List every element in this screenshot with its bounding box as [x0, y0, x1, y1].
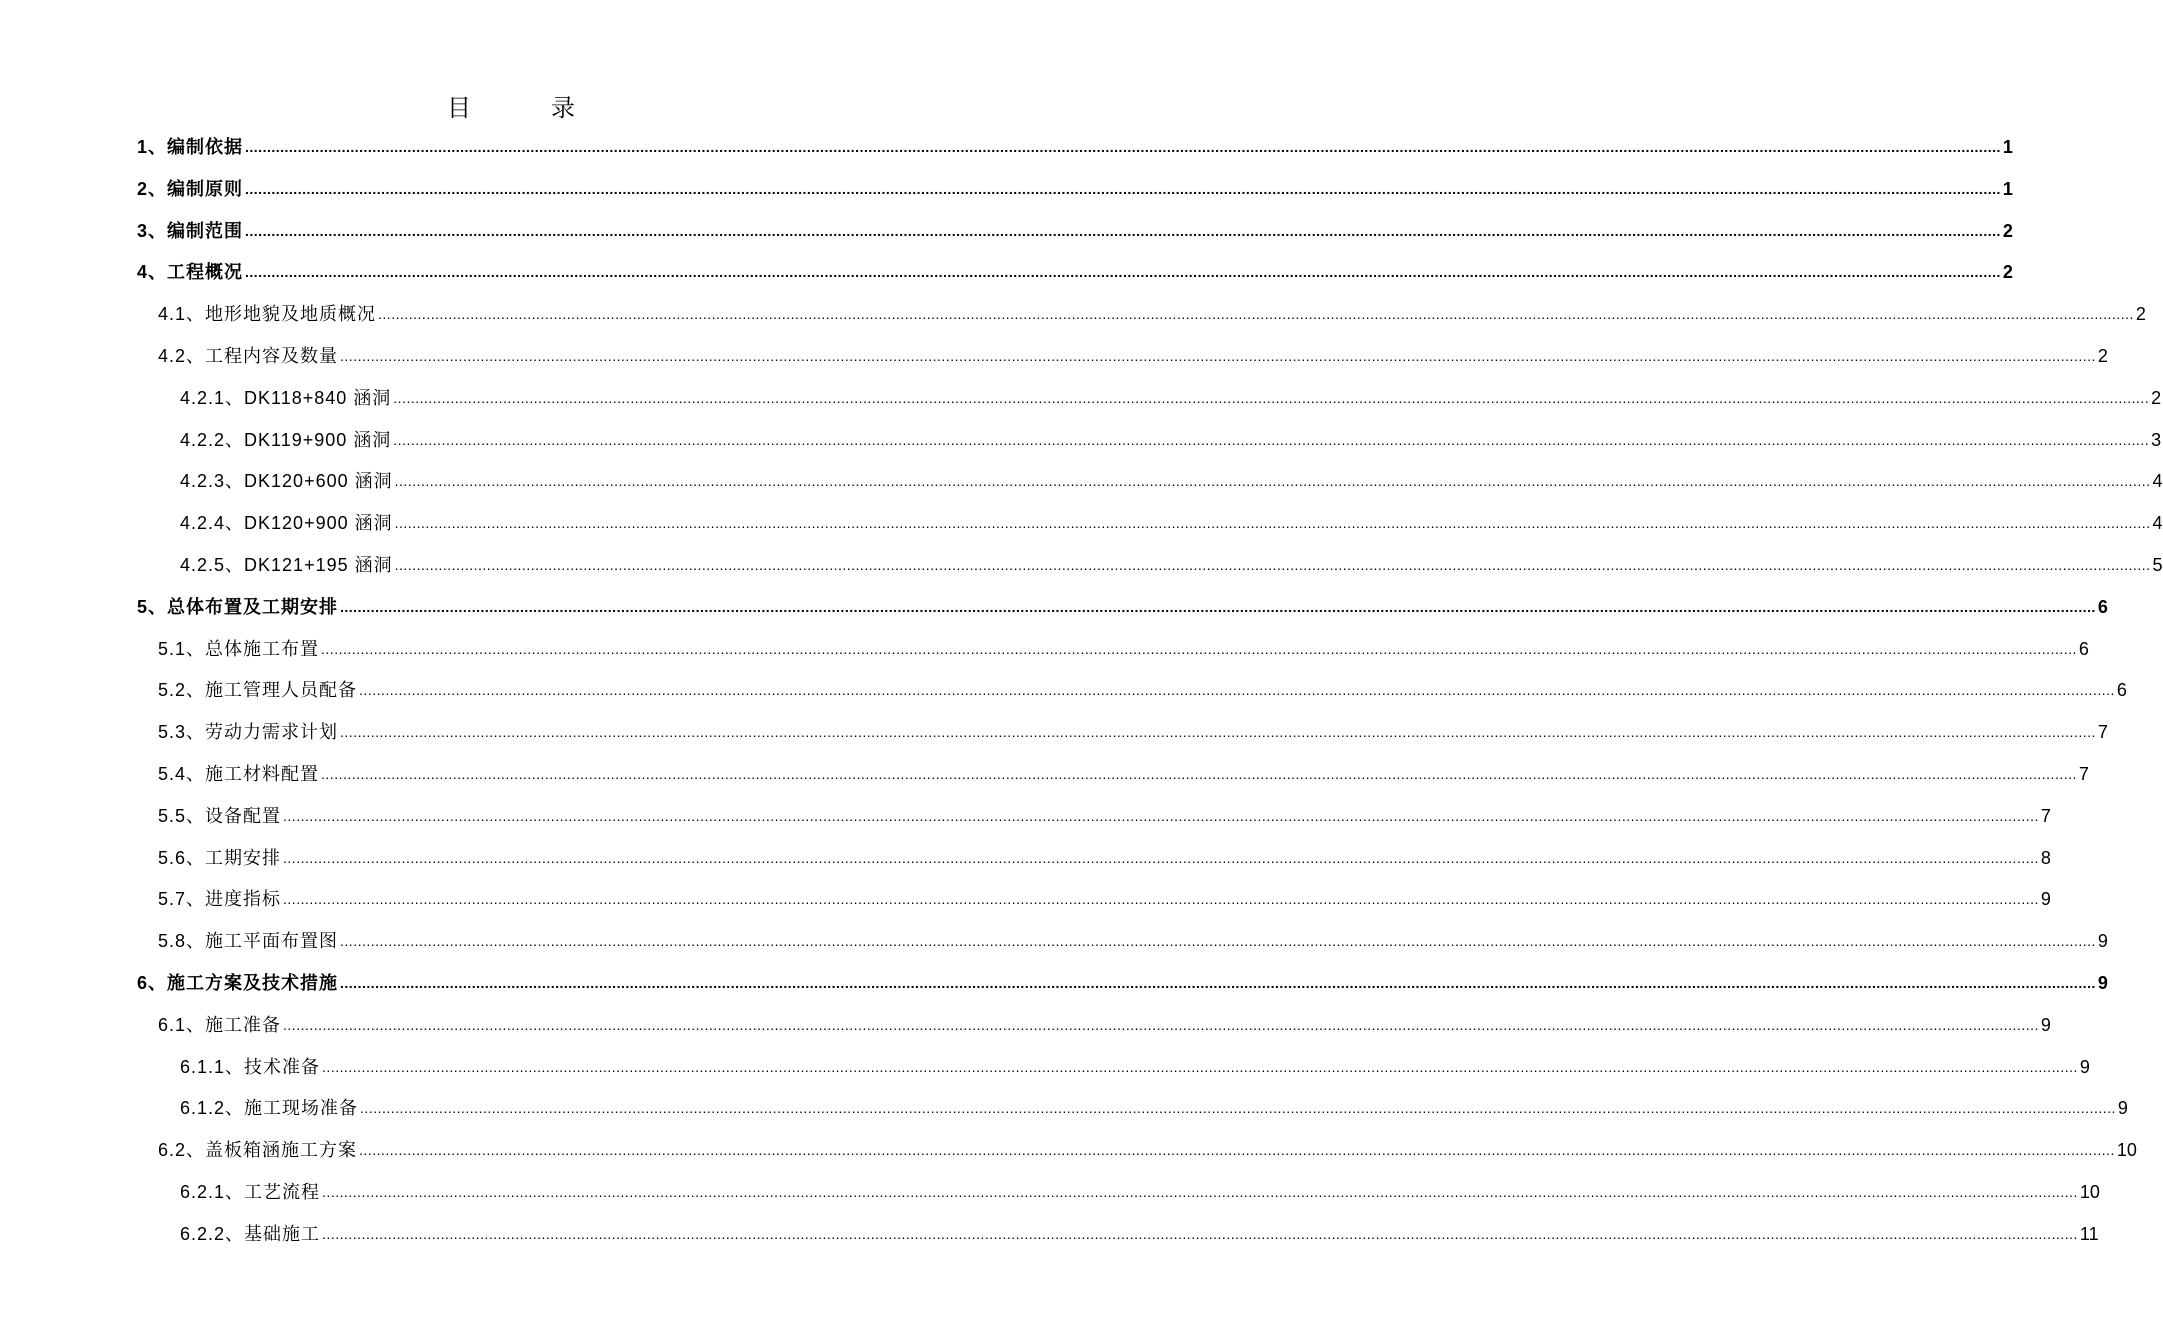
- toc-entry-label: 6.1.2、施工现场准备: [180, 1098, 359, 1119]
- toc-entry-label: 5.2、施工管理人员配备: [158, 680, 358, 701]
- toc-entry-page-number: 10: [2116, 1140, 2137, 1161]
- toc-entry-page-number: 6: [2078, 638, 2089, 659]
- toc-entry-leader: ................................................................................................................................................................................................................................................................................................................................................................................................................: [340, 724, 2096, 741]
- toc-entry-leader: ................................................................................................................................................................................................................................................................................................................................................................................................................: [322, 1058, 2078, 1075]
- toc-entry[interactable]: [137, 170, 2013, 200]
- toc-entry-label: 5、总体布置及工期安排: [137, 596, 339, 617]
- toc-entry-page-number: 1: [2002, 178, 2013, 199]
- toc-entry-label: 6、施工方案及技术措施: [137, 973, 339, 993]
- toc-entry[interactable]: [180, 1215, 2099, 1245]
- toc-entry-page-number: 11: [2079, 1223, 2099, 1244]
- toc-entry-page-number: 9: [2040, 889, 2051, 910]
- toc-entry-leader: ................................................................................................................................................................................................................................................................................................................................................................................................................: [394, 515, 2151, 532]
- toc-entry-leader: ................................................................................................................................................................................................................................................................................................................................................................................................................: [321, 766, 2077, 782]
- toc-entry-leader: ................................................................................................................................................................................................................................................................................................................................................................................................................: [322, 1184, 2078, 1200]
- toc-entry-leader: ................................................................................................................................................................................................................................................................................................................................................................................................................: [340, 933, 2096, 950]
- toc-entry[interactable]: [180, 462, 2163, 492]
- toc-entry-label: 6.1.1、技术准备: [180, 1056, 321, 1077]
- toc-entry-page-number: 4: [2152, 471, 2163, 492]
- toc-entry-label: 5.6、工期安排: [158, 847, 282, 868]
- toc-entry[interactable]: [137, 128, 2013, 158]
- toc-entry-page-number: 9: [2097, 931, 2108, 952]
- toc-entry-label: 6.1、施工准备: [158, 1014, 282, 1035]
- toc-entry-page-number: 2: [2135, 304, 2146, 325]
- toc-entry-label: 4.2.1、DK118+840 涵洞: [180, 387, 392, 408]
- toc-entry-page-number: 9: [2097, 973, 2108, 993]
- toc-entry-leader: ................................................................................................................................................................................................................................................................................................................................................................................................................: [359, 1142, 2115, 1159]
- toc-entry-page-number: 7: [2040, 805, 2051, 826]
- toc-entry-label: 3、编制范围: [137, 220, 244, 241]
- toc-entry-leader: ................................................................................................................................................................................................................................................................................................................................................................................................................: [394, 473, 2151, 490]
- toc-entry[interactable]: [158, 880, 2051, 910]
- toc-entry-label: 4.2、工程内容及数量: [158, 346, 339, 366]
- toc-entry[interactable]: [180, 379, 2162, 409]
- toc-entry-label: 6.2.2、基础施工: [180, 1223, 321, 1244]
- toc-entry-leader: ................................................................................................................................................................................................................................................................................................................................................................................................................: [378, 306, 2134, 323]
- toc-entry-leader: ................................................................................................................................................................................................................................................................................................................................................................................................................: [359, 682, 2115, 699]
- toc-entry-page-number: 4: [2152, 513, 2163, 534]
- toc-entry-label: 4.2.3、DK120+600 涵洞: [180, 471, 393, 492]
- toc-entry-leader: ................................................................................................................................................................................................................................................................................................................................................................................................................: [340, 348, 2096, 364]
- toc-entry-page-number: 7: [2078, 764, 2089, 784]
- toc-entry-label: 4.2.5、DK121+195 涵洞: [180, 555, 393, 575]
- toc-entry-label: 4.1、地形地貌及地质概况: [158, 304, 377, 325]
- toc-entry-page-number: 5: [2152, 555, 2163, 575]
- toc-entry-page-number: 6: [2116, 680, 2127, 701]
- toc-entry-leader: ................................................................................................................................................................................................................................................................................................................................................................................................................: [394, 557, 2151, 573]
- toc-entry-label: 6.2.1、工艺流程: [180, 1182, 321, 1202]
- toc-entry-page-number: 10: [2079, 1182, 2100, 1202]
- toc-entry-page-number: 2: [2002, 220, 2013, 241]
- toc-entry[interactable]: [137, 964, 2108, 994]
- toc-entry[interactable]: [158, 839, 2051, 869]
- toc-entry[interactable]: [180, 546, 2163, 576]
- toc-entry[interactable]: [180, 1048, 2090, 1078]
- toc-entry-label: 5.7、进度指标: [158, 889, 282, 910]
- toc-entry-page-number: 2: [2002, 262, 2013, 283]
- toc-entry-page-number: 8: [2040, 847, 2051, 868]
- toc-entry[interactable]: [180, 421, 2162, 451]
- toc-entry[interactable]: [158, 1131, 2137, 1161]
- toc-entry[interactable]: [158, 1006, 2051, 1036]
- toc-entry-leader: ................................................................................................................................................................................................................................................................................................................................................................................................................: [393, 389, 2150, 406]
- toc-entry[interactable]: [137, 588, 2108, 618]
- toc-entry-page-number: 9: [2079, 1056, 2090, 1077]
- toc-entry-label: 5.3、劳动力需求计划: [158, 722, 339, 743]
- toc-entry-page-number: 9: [2040, 1014, 2051, 1035]
- toc-entry[interactable]: [180, 1173, 2100, 1203]
- toc-entry[interactable]: [158, 295, 2146, 325]
- toc-entry-leader: ................................................................................................................................................................................................................................................................................................................................................................................................................: [322, 1225, 2078, 1242]
- toc-entry[interactable]: [158, 713, 2108, 743]
- toc-title: 目 录: [447, 94, 603, 122]
- toc-entry-page-number: 3: [2151, 429, 2162, 450]
- toc-entry-label: 4.2.2、DK119+900 涵洞: [180, 429, 392, 450]
- toc-entry[interactable]: [137, 212, 2013, 242]
- toc-entry-label: 2、编制原则: [137, 178, 244, 199]
- toc-entry-page-number: 7: [2097, 722, 2108, 743]
- toc-entry-label: 4.2.4、DK120+900 涵洞: [180, 513, 393, 534]
- toc-entry-leader: ................................................................................................................................................................................................................................................................................................................................................................................................................: [283, 807, 2039, 824]
- toc-entry[interactable]: [137, 253, 2013, 283]
- toc-entry-label: 4、工程概况: [137, 262, 244, 283]
- toc-entry-leader: ................................................................................................................................................................................................................................................................................................................................................................................................................: [283, 1016, 2039, 1033]
- toc-entry-leader: ................................................................................................................................................................................................................................................................................................................................................................................................................: [340, 598, 2096, 615]
- toc-entry-label: 6.2、盖板箱涵施工方案: [158, 1140, 358, 1161]
- toc-entry-label: 5.1、总体施工布置: [158, 638, 320, 659]
- toc-entry[interactable]: [158, 922, 2108, 952]
- toc-entry[interactable]: [180, 1089, 2128, 1119]
- toc-entry-label: 5.4、施工材料配置: [158, 764, 320, 784]
- toc-entry[interactable]: [158, 337, 2108, 367]
- toc-entry-leader: ................................................................................................................................................................................................................................................................................................................................................................................................................: [245, 264, 2001, 281]
- toc-entry-leader: ................................................................................................................................................................................................................................................................................................................................................................................................................: [283, 849, 2039, 866]
- toc-entry[interactable]: [158, 630, 2089, 660]
- toc-entry-label: 1、编制依据: [137, 137, 244, 157]
- toc-entry-page-number: 2: [2151, 387, 2162, 408]
- toc-entry-leader: ................................................................................................................................................................................................................................................................................................................................................................................................................: [283, 891, 2039, 908]
- toc-entry-page-number: 2: [2097, 346, 2108, 366]
- toc-entry-leader: ................................................................................................................................................................................................................................................................................................................................................................................................................: [393, 431, 2150, 448]
- toc-entry-page-number: 9: [2117, 1098, 2128, 1119]
- toc-entry-label: 5.8、施工平面布置图: [158, 931, 339, 952]
- toc-entry[interactable]: [158, 797, 2051, 827]
- toc-entry[interactable]: [158, 671, 2127, 701]
- toc-entry-leader: ................................................................................................................................................................................................................................................................................................................................................................................................................: [340, 975, 2096, 991]
- toc-entry-label: 5.5、设备配置: [158, 805, 282, 826]
- toc-entry[interactable]: [180, 504, 2163, 534]
- toc-entry-leader: ................................................................................................................................................................................................................................................................................................................................................................................................................: [245, 222, 2001, 239]
- toc-entry-page-number: 1: [2002, 137, 2013, 157]
- toc-entry-leader: ................................................................................................................................................................................................................................................................................................................................................................................................................: [360, 1100, 2116, 1117]
- toc-entry[interactable]: [158, 755, 2089, 785]
- toc-entry-leader: ................................................................................................................................................................................................................................................................................................................................................................................................................: [245, 180, 2001, 197]
- toc-entry-leader: ................................................................................................................................................................................................................................................................................................................................................................................................................: [245, 139, 2001, 155]
- toc-entry-page-number: 6: [2097, 596, 2108, 617]
- toc-entry-leader: ................................................................................................................................................................................................................................................................................................................................................................................................................: [321, 640, 2077, 657]
